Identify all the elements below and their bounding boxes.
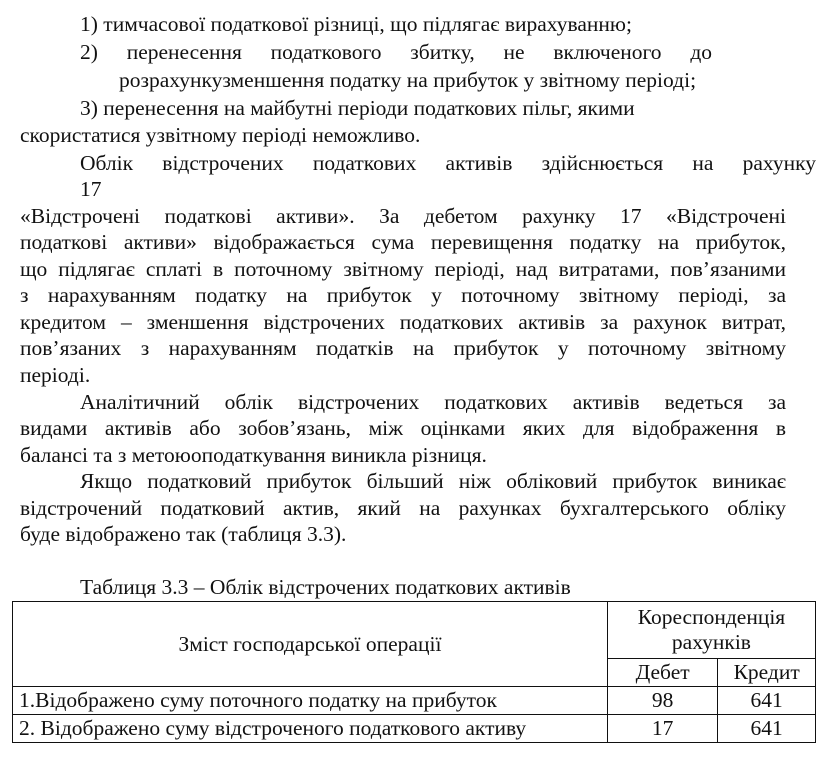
list-item-2 [80, 42, 712, 64]
header-correspondence-line-1: Кореспонденція [637, 605, 786, 630]
paragraph-1-line-6: з нарахуванням податку на прибуток у поточному звітному періоді, за [20, 283, 786, 307]
list-item-text: тимчасової податкової різниці, що підлягає вирахуванню; [103, 12, 632, 36]
list-item-text: перенесення податкового збитку, не включеного до [126, 40, 713, 64]
cell-credit: 641 [718, 715, 816, 743]
list-item-3-continuation: скористатися узвітному періоді неможливо. [20, 123, 421, 147]
cell-debit: 17 [607, 715, 717, 743]
table-caption: Таблиця 3.3 – Облік відстрочених податкових активів [80, 575, 571, 599]
cell-operation: 2. Відображено суму відстроченого податкового активу [13, 715, 608, 743]
paragraph-1-line-3: «Відстрочені податкові активи». За дебетом рахунку 17 «Відстрочені [20, 204, 786, 228]
cell-credit: 641 [718, 687, 816, 715]
paragraph-2-line-2: видами активів або зобов’язань, між оцінками яких для відображення в [20, 416, 786, 440]
cell-debit: 98 [607, 687, 717, 715]
header-debit: Дебет [607, 659, 717, 687]
paragraph-2-line-1: Аналітичний облік відстрочених податкових активів ведеться за [80, 390, 786, 414]
paragraph-1-line-9: періоді. [20, 363, 91, 387]
paragraph-1-line-1: Облік відстрочених податкових активів здійснюється на рахунку [80, 151, 816, 175]
paragraph-1-line-7: кредитом – зменшення відстрочених податкових активів за рахунок витрат, [20, 310, 786, 334]
header-operation: Зміст господарської операції [13, 602, 608, 687]
paragraph-1-line-2: 17 [80, 177, 102, 201]
cell-operation: 1.Відображено суму поточного податку на прибуток [13, 687, 608, 715]
list-item-1 [80, 14, 632, 36]
list-item-text: перенесення на майбутні періоди податкових пільг, якими [103, 96, 635, 120]
paragraph-1-line-4: податкові активи» відображається сума перевищення податку на прибуток, [20, 230, 786, 254]
list-item-number: 2) [80, 40, 98, 64]
paragraph-3-line-1: Якщо податковий прибуток більший ніж обліковий прибуток виникає [80, 469, 786, 493]
header-credit: Кредит [718, 659, 816, 687]
table-row [13, 687, 816, 715]
list-item-number: 3) [80, 96, 98, 120]
table-row [13, 715, 816, 743]
list-item-2-continuation: розрахункузменшення податку на прибуток у звітному періоді; [119, 68, 697, 92]
list-item-number: 1) [80, 12, 98, 36]
paragraph-2-line-3: балансі та з метоюоподаткування виникла різниця. [20, 443, 487, 467]
accounting-table [12, 601, 816, 743]
paragraph-3-line-2: відстрочений податковий актив, який на рахунках бухгалтерського обліку [20, 496, 786, 520]
paragraph-1-line-5: що підлягає сплаті в поточному звітному періоді, над витратами, пов’язаними [20, 257, 786, 281]
paragraph-1-line-8: пов’язаних з нарахуванням податків на прибуток у поточному звітному [20, 336, 786, 360]
paragraph-3-line-3: буде відображено так (таблиця 3.3). [20, 522, 347, 546]
header-correspondence-line-2: рахунків [671, 630, 751, 654]
header-correspondence [607, 602, 815, 659]
list-item-3 [80, 98, 635, 120]
